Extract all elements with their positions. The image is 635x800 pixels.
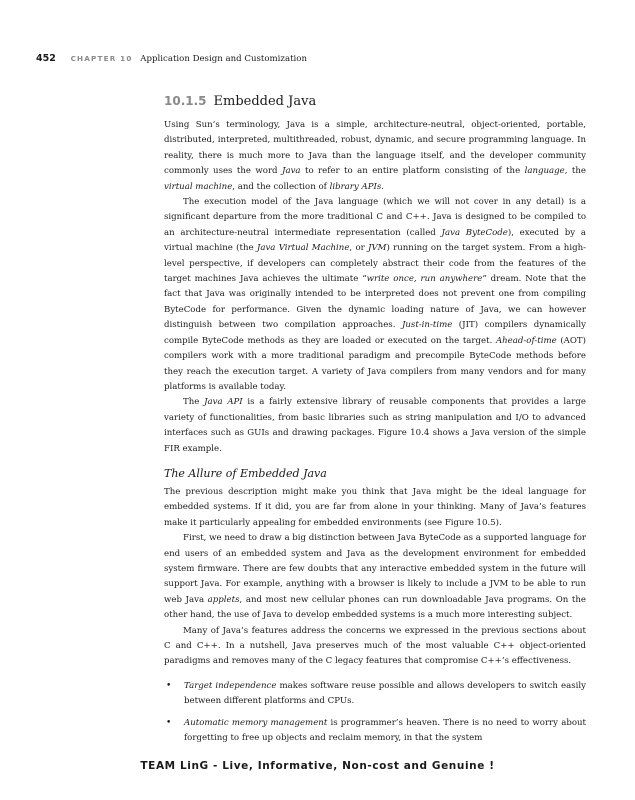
paragraph: The previous description might make you think that Java might be the ideal language for embedded systems. If it did, you are far from alone in your thinking. Many of Java’s features make it particularly appealing for embedded environments (see Figure 10.5). bbox=[164, 486, 586, 528]
chapter-title: Application Design and Customization bbox=[140, 54, 307, 64]
italic-term: library APIs bbox=[329, 181, 382, 192]
paragraph: The execution model of the Java language (which we will not cover in any detail) is a significant departure from the more traditional C and C++. Java is designed to be compiled to an architecture-neutral intermediate representation (called Java ByteCode), executed by a virtual machine (the Java Virtual Machine, or JVM) running on the target system. From a high-level perspective, if developers can completely abstract their code from the features of the target machines Java achieves the ultimate “write once, run anywhere” dream. Note that the fact that Java was originally intended to be interpreted does not prevent one from compiling ByteCode for performance. Given the dynamic loading nature of Java, we can however distinguish between two compilation approaches. Just-in-time (JIT) compilers dynamically compile ByteCode methods as they are loaded or executed on the target. Ahead-of-time (AOT) compilers work with a more traditional paradigm and precompile ByteCode methods before they reach the execution target. A variety of Java compilers from many vendors and for many platforms is available today. bbox=[164, 197, 587, 392]
italic-term: language bbox=[524, 166, 565, 177]
chapter-label: CHAPTER 10 bbox=[70, 54, 133, 63]
list-item bbox=[164, 679, 586, 710]
list-item-text: Automatic memory management is programmer’s heaven. There is no need to worry about forgetting to free up objects and reclaim memory, in that the system bbox=[184, 717, 586, 744]
italic-term: Java API bbox=[204, 397, 243, 408]
bullet-list bbox=[164, 679, 586, 747]
section-heading bbox=[164, 94, 586, 109]
bullet-icon: • bbox=[166, 717, 172, 728]
section-title: Embedded Java bbox=[213, 94, 317, 109]
paragraph: First, we need to draw a big distinction between Java ByteCode as a supported language for end users of an embedded system and Java as the development environment for embedded system firmware. There are few doubts that any interactive embedded system in the future will support Java. For example, anything with a browser is likely to include a JVM to be able to run web Java applets, and most new cellular phones can run downloadable Java programs. On the other hand, the use of Java to develop embedded systems is a much more interesting subject. bbox=[164, 533, 586, 621]
list-item bbox=[164, 716, 586, 747]
italic-term: JVM bbox=[368, 243, 387, 254]
italic-term: Ahead-of-time bbox=[495, 335, 557, 346]
italic-term: Java Virtual Machine bbox=[256, 243, 350, 254]
subsection-heading: The Allure of Embedded Java bbox=[164, 466, 327, 480]
page-body bbox=[164, 94, 586, 752]
running-head bbox=[36, 53, 596, 64]
list-item-text: Target independence makes software reuse possible and allows developers to switch easily between different platforms and CPUs. bbox=[184, 680, 586, 707]
bullet-icon: • bbox=[166, 680, 172, 691]
footer-banner: TEAM LinG - Live, Informative, Non-cost and Genuine ! bbox=[140, 760, 495, 772]
italic-term: Target independence bbox=[184, 680, 277, 691]
section-number: 10.1.5 bbox=[164, 94, 207, 108]
italic-term: write once, run anywhere bbox=[366, 274, 483, 285]
paragraph: Many of Java’s features address the concerns we expressed in the previous sections about C and C++. In a nutshell, Java preserves much of the most valuable C++ object-oriented paradigms and removes many of the C legacy features that compromise C++’s effectiveness. bbox=[164, 625, 586, 667]
italic-term: Java bbox=[282, 166, 301, 177]
italic-term: virtual machine bbox=[164, 181, 233, 192]
italic-term: Automatic memory management bbox=[184, 717, 328, 728]
italic-term: Just-in-time bbox=[401, 320, 453, 331]
paragraph: Using Sun’s terminology, Java is a simple, architecture-neutral, object-oriented, portable, distributed, interpreted, multithreaded, robust, dynamic, and secure programming language. In reality, there is much more to Java than the language itself, and the developer community commonly uses the word Java to refer to an entire platform consisting of the language, the virtual machine, and the collection of library APIs. bbox=[164, 120, 586, 192]
italic-term: applets bbox=[207, 594, 240, 605]
italic-term: Java ByteCode bbox=[441, 227, 508, 238]
page-number: 452 bbox=[36, 53, 56, 64]
paragraph: The Java API is a fairly extensive library of reusable components that provides a large variety of functionalities, from basic libraries such as string manipulation and I/O to advanced interfaces such as GUIs and drawing packages. Figure 10.4 shows a Java version of the simple FIR example. bbox=[164, 397, 586, 454]
